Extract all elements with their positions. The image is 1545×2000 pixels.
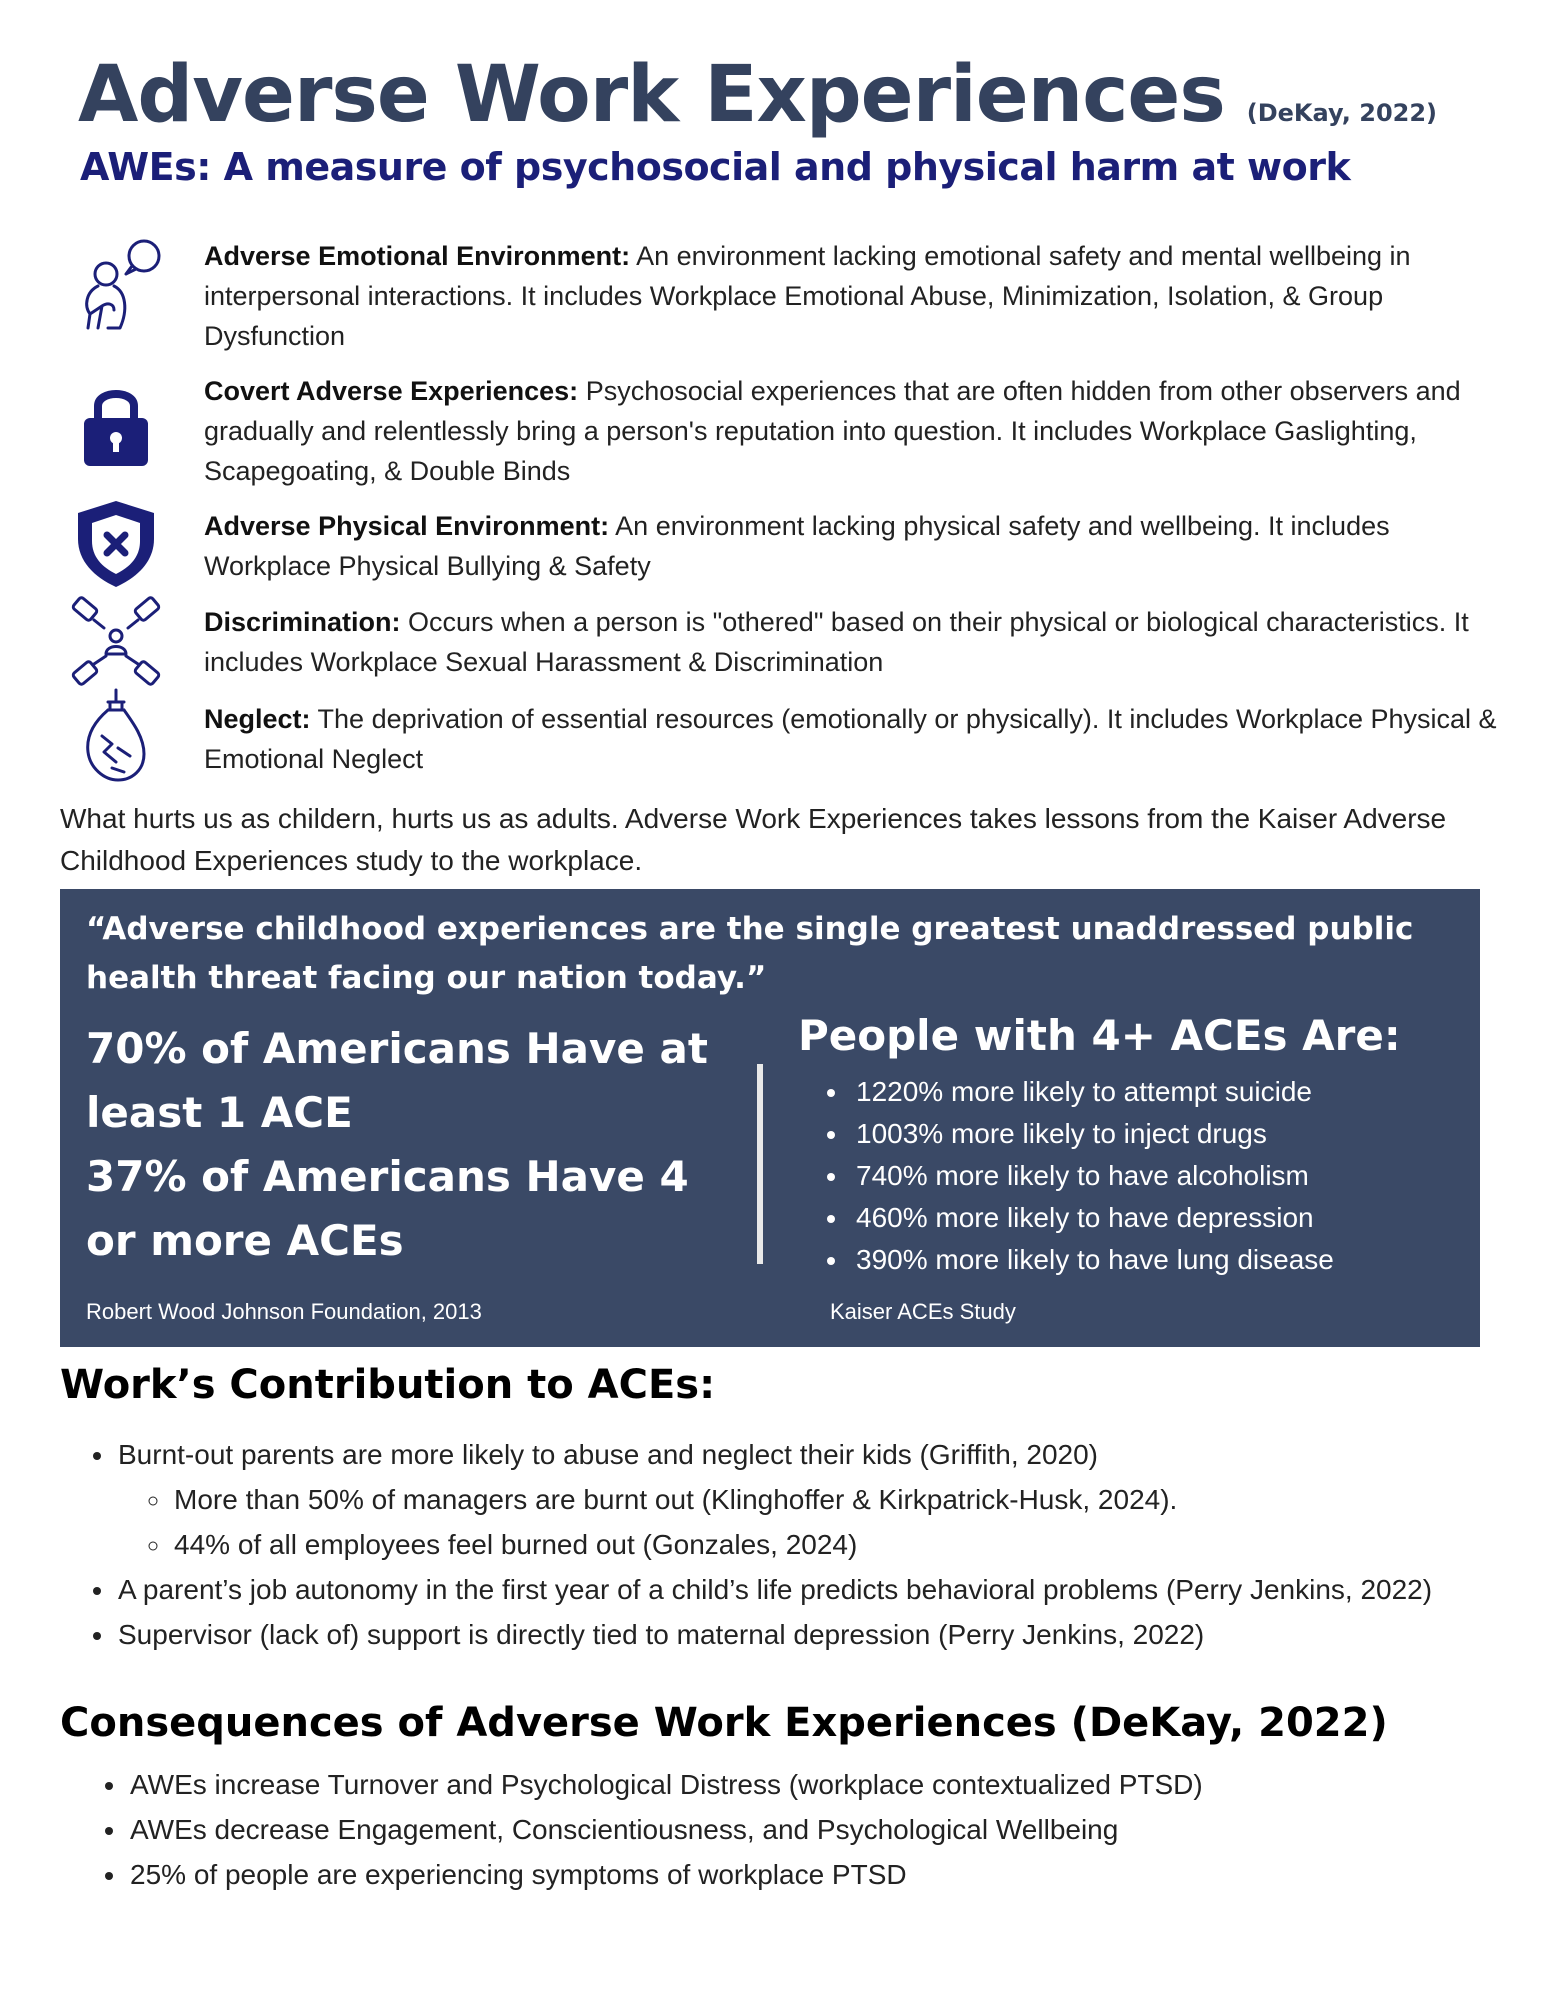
list-item: • 460% more likely to have depression xyxy=(850,1197,1334,1239)
definition-term: Covert Adverse Experiences: xyxy=(204,376,579,406)
list-item: • Supervisor (lack of) support is directly tied to maternal depression (Perry Jenkins, 2022) xyxy=(116,1612,1516,1657)
broken-lightbulb-icon xyxy=(68,688,164,784)
definition-term: Adverse Physical Environment: xyxy=(204,511,610,541)
four-aces-list xyxy=(850,1071,1334,1281)
source-rwjf: Robert Wood Johnson Foundation, 2013 xyxy=(86,1299,482,1324)
consequences-list xyxy=(128,1762,1528,1897)
list-item: ◦ 44% of all employees feel burned out (Gonzales, 2024) xyxy=(172,1522,1516,1567)
list-item: • 1003% more likely to inject drugs xyxy=(850,1113,1334,1155)
definition-body: Psychosocial experiences that are often hidden from other observers and gradually and relentlessly bring a person's reputation into question. It includes Workplace Gaslighting, Scapegoating, & Double Binds xyxy=(204,376,1461,486)
list-item: • AWEs decrease Engagement, Conscientiousness, and Psychological Wellbeing xyxy=(128,1807,1528,1852)
definition-body: An environment lacking physical safety and wellbeing. It includes Workplace Physical Bullying & Safety xyxy=(204,511,1390,581)
list-item: • AWEs increase Turnover and Psychological Distress (workplace contextualized PTSD) xyxy=(128,1762,1528,1807)
work-contribution-heading: Work’s Contribution to ACEs: xyxy=(60,1362,716,1408)
source-kaiser: Kaiser ACEs Study xyxy=(830,1299,1016,1324)
list-item-text: Burnt-out parents are more likely to abuse and neglect their kids (Griffith, 2020) xyxy=(118,1439,1098,1470)
consequences-heading: Consequences of Adverse Work Experiences (DeKay, 2022) xyxy=(60,1700,1388,1746)
sub-list xyxy=(118,1477,1516,1567)
page-subtitle: AWEs: A measure of psychosocial and physical harm at work xyxy=(80,145,1351,189)
shield-x-icon xyxy=(68,495,164,591)
definition-discrimination xyxy=(204,602,1504,682)
four-aces-heading: People with 4+ ACEs Are: xyxy=(798,1011,1401,1060)
list-item: • A parent’s job autonomy in the first year of a child’s life predicts behavioral problems (Perry Jenkins, 2022) xyxy=(116,1567,1516,1612)
intro-paragraph: What hurts us as childern, hurts us as adults. Adverse Work Experiences takes lessons from the Kaiser Adverse Childhood Experiences study to the workplace. xyxy=(60,803,1447,876)
definition-body: The deprivation of essential resources (emotionally or physically). It includes Workplace Physical & Emotional Neglect xyxy=(204,704,1497,774)
american-ace-stats xyxy=(86,1017,726,1273)
list-item: • 390% more likely to have lung disease xyxy=(850,1239,1334,1281)
list-item xyxy=(116,1432,1516,1567)
definition-body: An environment lacking emotional safety and mental wellbeing in interpersonal interactions. It includes Workplace Emotional Abuse, Minimization, Isolation, & Group Dysfunction xyxy=(204,241,1411,351)
title-row xyxy=(78,50,1437,140)
ace-quote: “Adverse childhood experiences are the single greatest unaddressed public health threat facing our nation today.” xyxy=(86,911,1414,996)
definition-term: Discrimination: xyxy=(204,607,401,637)
pointing-hands-icon xyxy=(68,596,164,692)
title-citation: (DeKay, 2022) xyxy=(1246,99,1438,127)
list-item: • 740% more likely to have alcoholism xyxy=(850,1155,1334,1197)
padlock-icon xyxy=(68,376,164,472)
definition-adverse-physical xyxy=(204,506,1504,586)
definition-body: Occurs when a person is "othered" based on their physical or biological characteristics. It includes Workplace Sexual Harassment & Discrimination xyxy=(204,607,1469,677)
page-title: Adverse Work Experiences xyxy=(78,50,1225,140)
list-item: • 25% of people are experiencing symptoms of workplace PTSD xyxy=(128,1852,1528,1897)
panel-divider xyxy=(757,1064,763,1264)
work-contribution-list xyxy=(116,1432,1516,1657)
list-item: • 1220% more likely to attempt suicide xyxy=(850,1071,1334,1113)
stat-one-ace: 70% of Americans Have at least 1 ACE xyxy=(86,1024,708,1137)
definition-term: Adverse Emotional Environment: xyxy=(204,241,631,271)
definition-neglect xyxy=(204,699,1504,779)
definition-term: Neglect: xyxy=(204,704,311,734)
list-item: ◦ More than 50% of managers are burnt out (Klinghoffer & Kirkpatrick-Husk, 2024). xyxy=(172,1477,1516,1522)
ace-stats-panel xyxy=(60,889,1480,1347)
stat-four-aces: 37% of Americans Have 4 or more ACEs xyxy=(86,1152,689,1265)
definition-adverse-emotional xyxy=(204,236,1504,356)
distressed-person-icon xyxy=(68,236,164,332)
definition-covert-adverse xyxy=(204,371,1504,491)
